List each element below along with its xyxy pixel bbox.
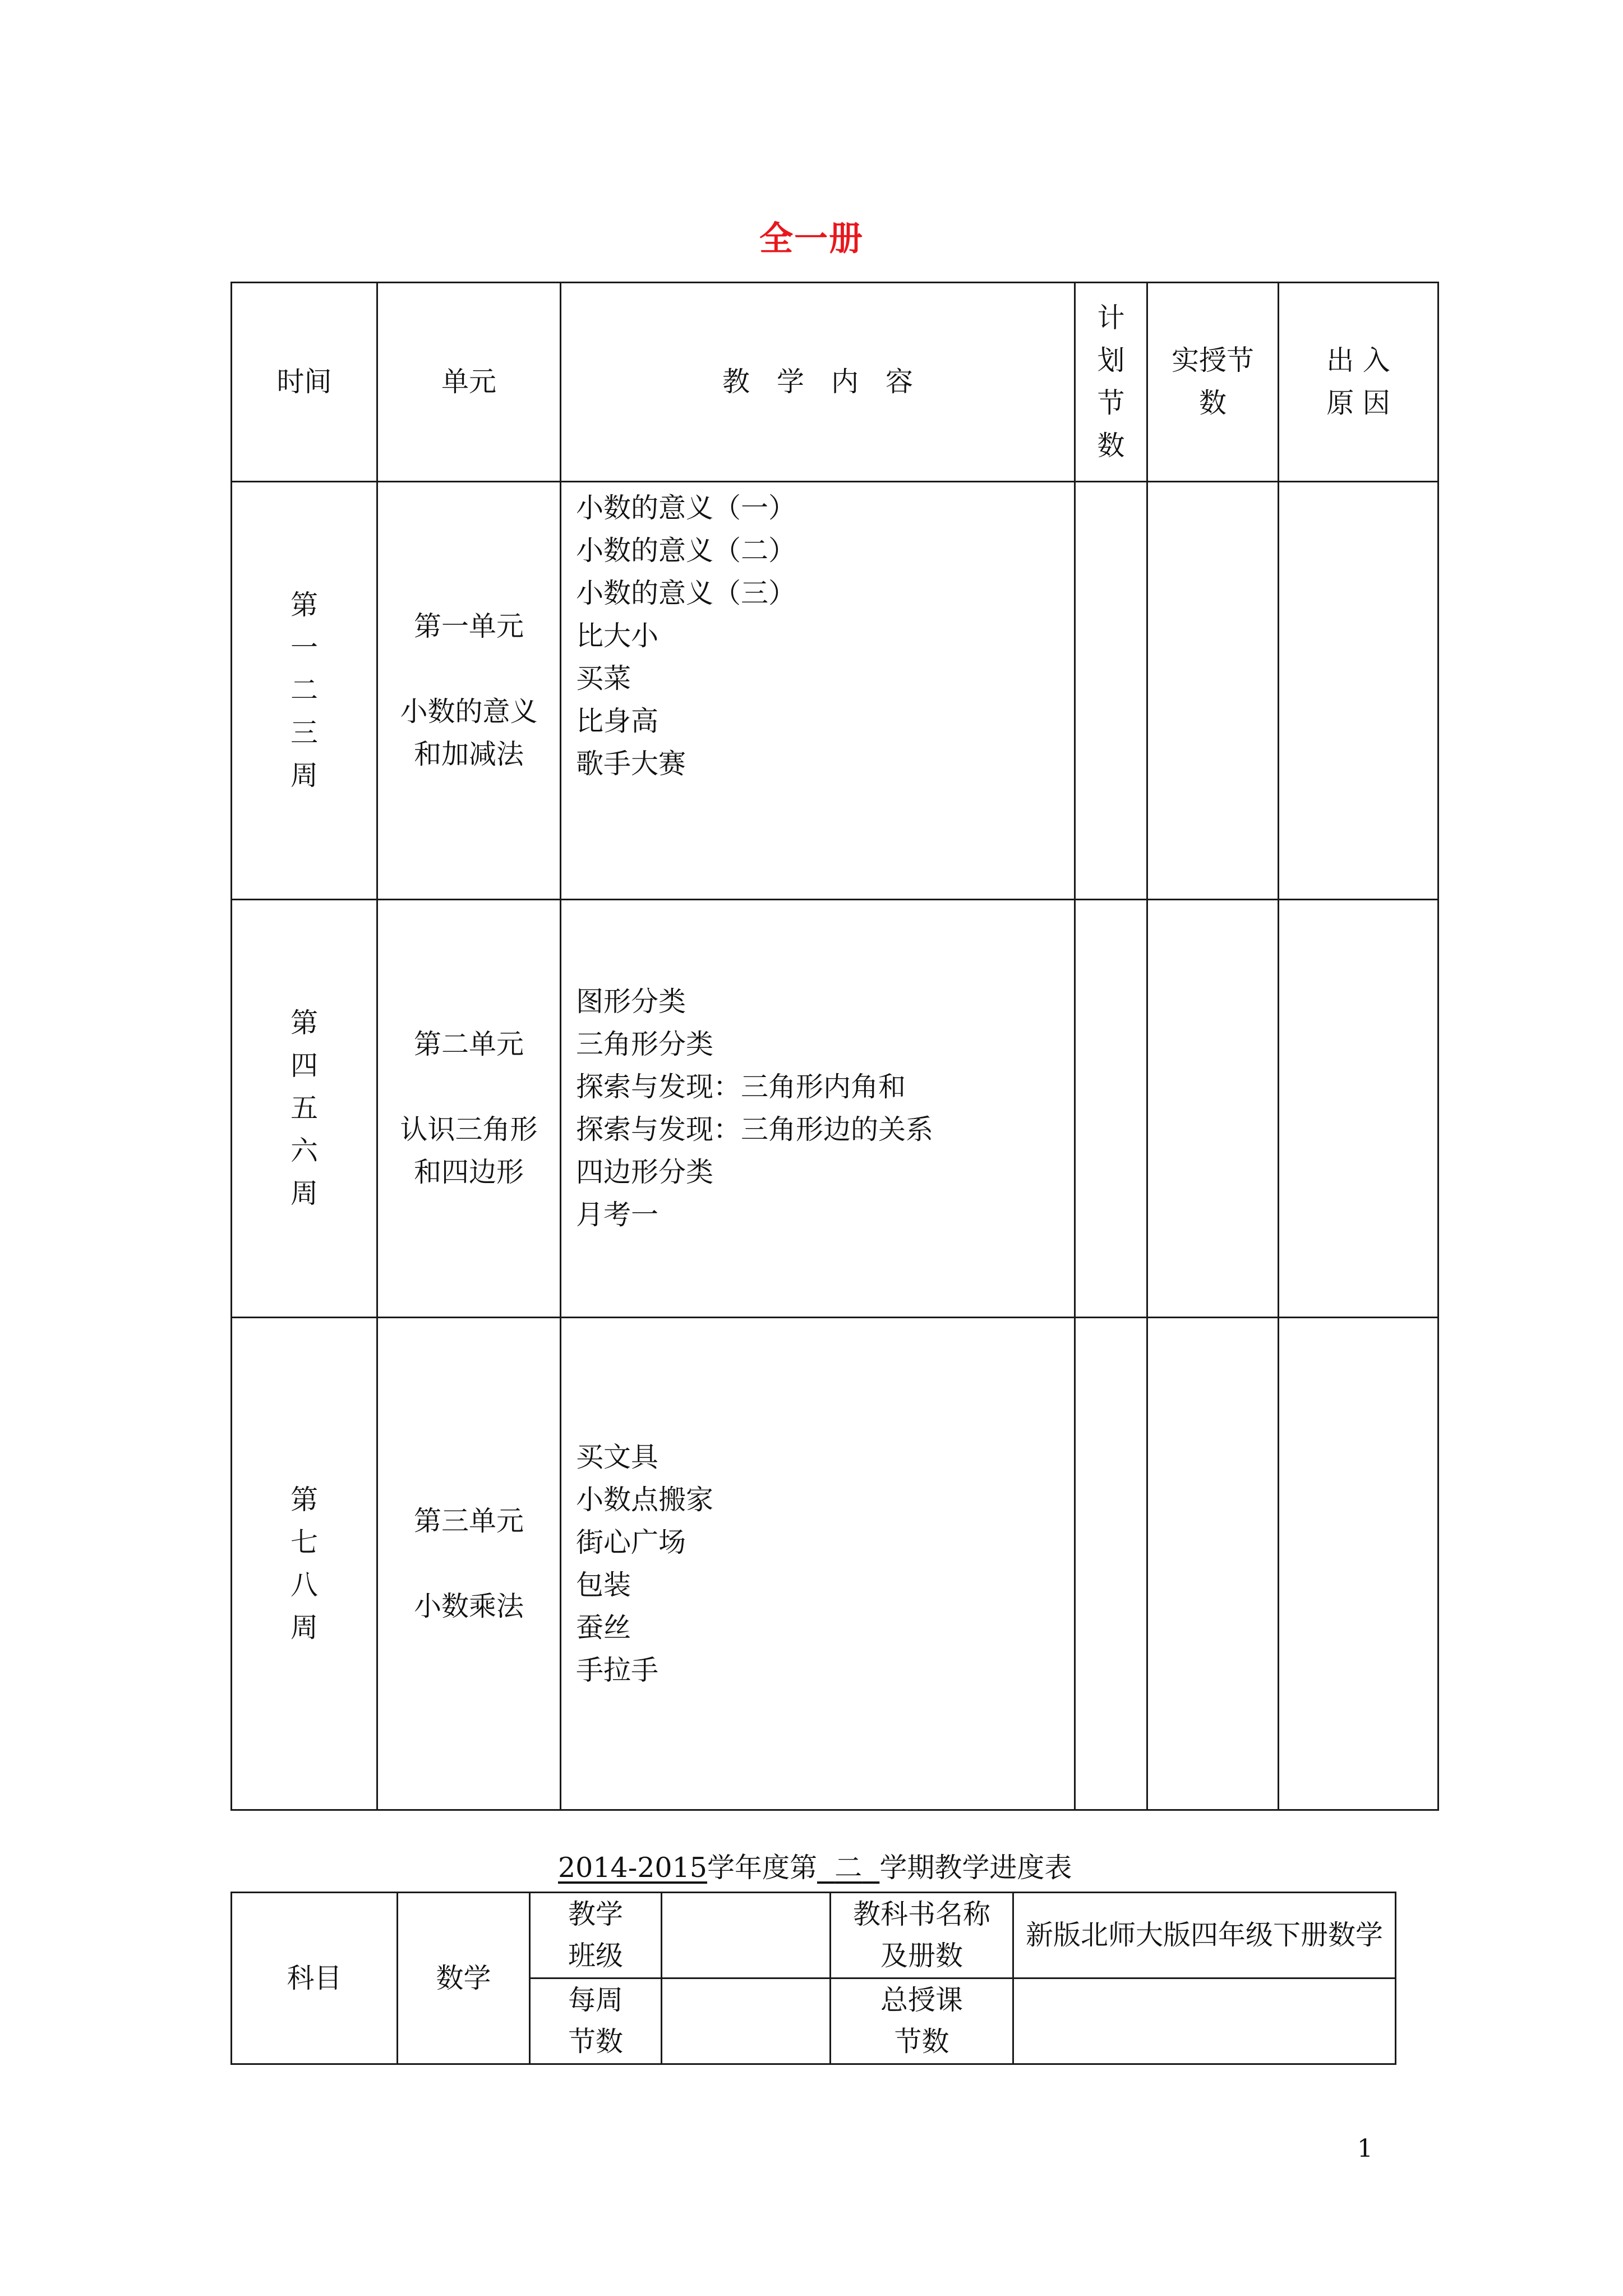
weekly-lessons-value — [662, 1978, 831, 2064]
school-year: 2014-2015 — [558, 1852, 707, 1884]
lesson-item: 包装 — [576, 1568, 631, 1601]
course-info-table — [230, 1892, 1396, 2065]
subject-value: 数学 — [398, 1893, 530, 2064]
lesson-list — [561, 900, 1075, 1318]
page-number: 1 — [1357, 2134, 1373, 2163]
header-actual-lessons: 实授节 数 — [1147, 283, 1279, 482]
subject-label: 科目 — [232, 1893, 398, 2064]
lesson-list — [561, 1318, 1075, 1810]
reason-cell — [1279, 482, 1438, 900]
class-label: 教学 班级 — [530, 1893, 662, 1978]
book-label: 教科书名称 及册数 — [831, 1893, 1013, 1978]
header-unit: 单元 — [377, 283, 561, 482]
unit-cell: 第三单元 小数乘法 — [377, 1318, 561, 1810]
planned-cell — [1075, 482, 1147, 900]
header-row — [232, 283, 1438, 482]
actual-cell — [1147, 1318, 1279, 1810]
table-row — [232, 900, 1438, 1318]
lesson-item: 买菜 — [576, 662, 631, 694]
week-cell: 第 七 八 周 — [232, 1318, 377, 1810]
weekly-lessons-label: 每周 节数 — [530, 1978, 662, 2064]
lesson-item: 三角形分类 — [576, 1028, 714, 1060]
week-cell: 第 一 二 三 周 — [232, 482, 377, 900]
planned-cell — [1075, 1318, 1147, 1810]
lesson-item: 小数点搬家 — [576, 1483, 714, 1516]
lesson-item: 街心广场 — [576, 1526, 686, 1558]
unit-cell: 第二单元 认识三角形 和四边形 — [377, 900, 561, 1318]
week-cell: 第 四 五 六 周 — [232, 900, 377, 1318]
lesson-item: 四边形分类 — [576, 1156, 714, 1188]
lesson-item: 比大小 — [576, 620, 659, 652]
book-value: 新版北师大版四年级下册数学 — [1013, 1893, 1396, 1978]
info-row — [232, 1893, 1396, 1978]
teaching-plan-table — [230, 282, 1439, 1811]
lesson-item: 歌手大赛 — [576, 748, 686, 780]
total-lessons-value — [1013, 1978, 1396, 2064]
lesson-item: 比身高 — [576, 705, 659, 737]
lesson-item: 买文具 — [576, 1441, 659, 1473]
header-planned-lessons: 计 划 节 数 — [1075, 283, 1147, 482]
lesson-list — [561, 482, 1075, 900]
reason-cell — [1279, 1318, 1438, 1810]
lesson-item: 月考一 — [576, 1199, 659, 1231]
lesson-item: 蚕丝 — [576, 1611, 631, 1644]
unit-cell: 第一单元 小数的意义 和加减法 — [377, 482, 561, 900]
header-content: 教学内容 — [561, 283, 1075, 482]
term-number: 二 — [834, 1852, 863, 1884]
reason-cell — [1279, 900, 1438, 1318]
table-row — [232, 482, 1438, 900]
lesson-item: 小数的意义（一） — [576, 492, 796, 524]
class-value — [662, 1893, 831, 1978]
lesson-item: 图形分类 — [576, 986, 686, 1018]
lesson-item: 手拉手 — [576, 1654, 659, 1686]
header-reason: 出 入 原 因 — [1279, 283, 1438, 482]
planned-cell — [1075, 900, 1147, 1318]
actual-cell — [1147, 900, 1279, 1318]
lesson-item: 小数的意义（三） — [576, 577, 796, 609]
lesson-item: 探索与发现：三角形边的关系 — [576, 1114, 934, 1145]
lesson-item: 探索与发现：三角形内角和 — [576, 1071, 906, 1103]
actual-cell — [1147, 482, 1279, 900]
header-time: 时间 — [232, 283, 377, 482]
lesson-item: 小数的意义（二） — [576, 535, 796, 567]
page-title: 全一册 — [759, 219, 864, 259]
table-row — [232, 1318, 1438, 1810]
total-lessons-label: 总授课 节数 — [831, 1978, 1013, 2064]
